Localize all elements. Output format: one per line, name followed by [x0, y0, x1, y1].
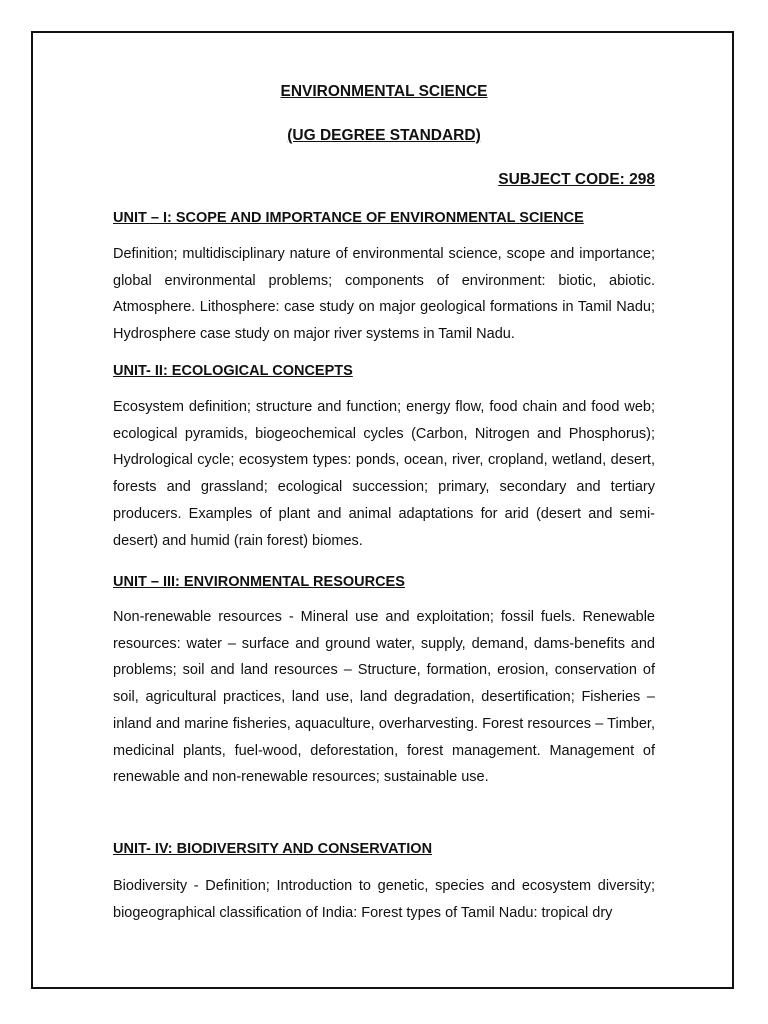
unit-2-heading: UNIT- II: ECOLOGICAL CONCEPTS [113, 363, 353, 379]
page-title: ENVIRONMENTAL SCIENCE [280, 83, 488, 100]
subject-code: SUBJECT CODE: 298 [498, 171, 655, 188]
unit-3-body: Non-renewable resources - Mineral use and exploitation; fossil fuels. Renewable resources: water – surface and ground water, supply, demand, dams-benefits and problems; soil and land resources – Structure, formation, erosion, conservation of soil, agricultural practices, land use, land degradation, desertification; Fisheries – inland and marine fisheries, aquaculture, overharvesting. Forest resources – Timber, medicinal plants, fuel-wood, deforestation, forest management. Management of renewable and non-renewable resources; sustainable use. [113, 609, 655, 786]
unit-3-heading: UNIT – III: ENVIRONMENTAL RESOURCES [113, 574, 405, 590]
page-subtitle: (UG DEGREE STANDARD) [287, 127, 481, 144]
unit-4-heading: UNIT- IV: BIODIVERSITY AND CONSERVATION [113, 841, 433, 857]
unit-1-body: Definition; multidisciplinary nature of environmental science, scope and importance; global environmental problems; components of environment: biotic, abiotic. Atmosphere. Lithosphere: case study on major geological formations in Tamil Nadu; Hydrosphere case study on major river systems in Tamil Nadu. [113, 246, 655, 343]
unit-4-body: Biodiversity - Definition; Introduction to genetic, species and ecosystem diversity; biogeographical classification of India: Forest types of Tamil Nadu: tropical dry [113, 878, 655, 921]
unit-2-body: Ecosystem definition; structure and function; energy flow, food chain and food web; ecological pyramids, biogeochemical cycles (Carbon, Nitrogen and Phosphorus); Hydrological cycle; ecosystem types: ponds, ocean, river, cropland, wetland, desert, forests and grassland; ecological succession; primary, secondary and tertiary producers. Examples of plant and animal adaptations for arid (desert and semi-desert) and humid (rain forest) biomes. [113, 399, 655, 549]
unit-1-heading: UNIT – I: SCOPE AND IMPORTANCE OF ENVIRONMENTAL SCIENCE [113, 210, 584, 226]
